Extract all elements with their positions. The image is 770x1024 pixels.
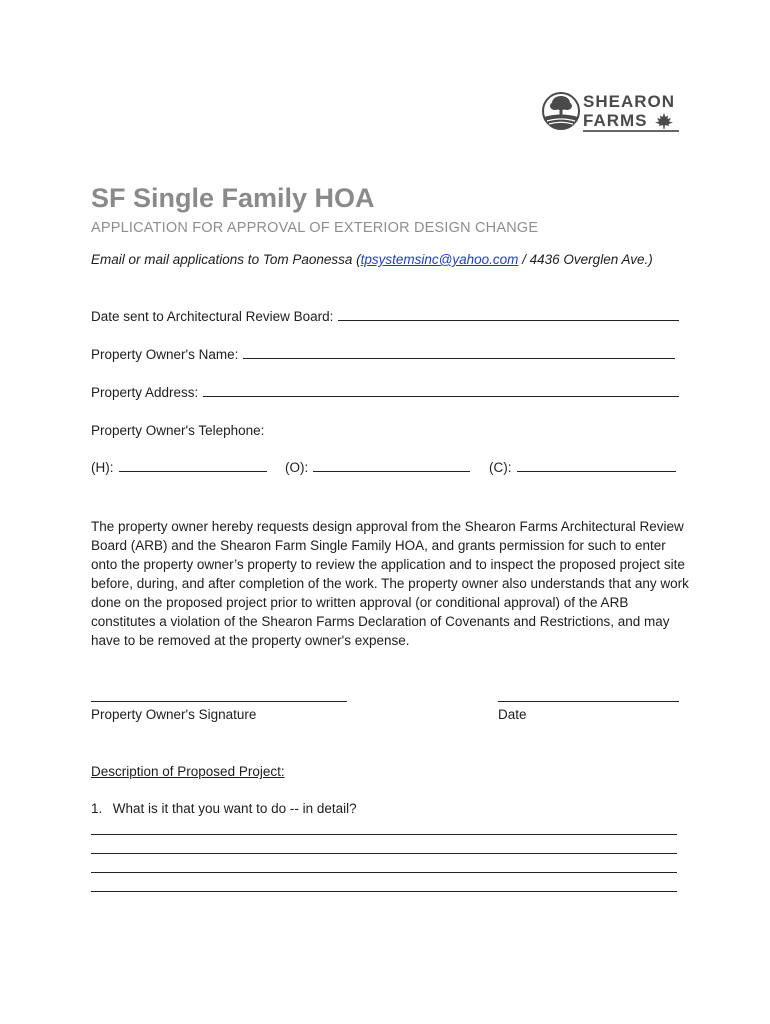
phone-cell-label: (C):	[489, 460, 512, 475]
property-address-input-line[interactable]	[203, 396, 679, 397]
phone-office-field	[285, 460, 470, 475]
answer-line[interactable]	[91, 872, 677, 873]
answer-line[interactable]	[91, 891, 677, 892]
question-1: 1. What is it that you want to do -- in detail?	[91, 801, 357, 816]
logo-line-1: SHEARON	[583, 92, 676, 111]
telephone-label: Property Owner's Telephone:	[91, 423, 265, 438]
tree-icon	[541, 90, 581, 132]
date-sent-field	[91, 309, 679, 324]
phone-home-input-line[interactable]	[119, 471, 268, 472]
agreement-paragraph: The property owner hereby requests design approval from the Shearon Farms Architectural Review Board (ARB) and the Shearon Farm Single Family HOA, and grants permission for such to enter onto the property owner’s property to review the application and to inspect the proposed project site before, during, and after completion of the work. The property owner also understands that any work done on the proposed project prior to written approval (or conditional approval) of the ARB constitutes a violation of the Shearon Farms Declaration of Covenants and Restrictions, and may have to be removed at the property owner's expense.	[91, 519, 689, 648]
owner-name-input-line[interactable]	[243, 358, 675, 359]
property-address-label: Property Address:	[91, 385, 199, 400]
logo-wordmark	[583, 92, 675, 130]
date-sent-label: Date sent to Architectural Review Board:	[91, 309, 334, 324]
signature-label: Property Owner's Signature	[91, 707, 257, 722]
form-title: SF Single Family HOA	[91, 183, 375, 213]
email-link[interactable]: tpsystemsinc@yahoo.com	[360, 252, 519, 267]
logo-underline	[583, 130, 679, 132]
phone-home-field	[91, 460, 267, 475]
shearon-farms-logo	[541, 90, 681, 134]
maple-leaf-icon	[654, 113, 674, 129]
owner-name-field	[91, 347, 675, 362]
date-sent-input-line[interactable]	[338, 320, 679, 321]
signature-date-line[interactable]	[498, 701, 679, 702]
answer-line[interactable]	[91, 853, 677, 854]
property-address-field	[91, 385, 679, 400]
phone-office-input-line[interactable]	[313, 471, 470, 472]
phone-office-label: (O):	[285, 460, 309, 475]
email-suffix: / 4436 Overglen Ave.)	[518, 252, 653, 267]
form-subtitle: APPLICATION FOR APPROVAL OF EXTERIOR DESIGN CHANGE	[91, 220, 539, 236]
logo-line-2: FARMS	[583, 111, 648, 130]
phone-cell-input-line[interactable]	[517, 471, 677, 472]
signature-line[interactable]	[91, 701, 347, 702]
phone-cell-field	[489, 460, 676, 475]
email-prefix: Email or mail applications to Tom Paonessa (	[91, 252, 361, 267]
signature-date-label: Date	[498, 707, 527, 722]
submission-instructions	[91, 252, 653, 267]
answer-line[interactable]	[91, 834, 677, 835]
description-heading: Description of Proposed Project:	[91, 764, 285, 779]
phone-home-label: (H):	[91, 460, 114, 475]
owner-name-label: Property Owner's Name:	[91, 347, 239, 362]
